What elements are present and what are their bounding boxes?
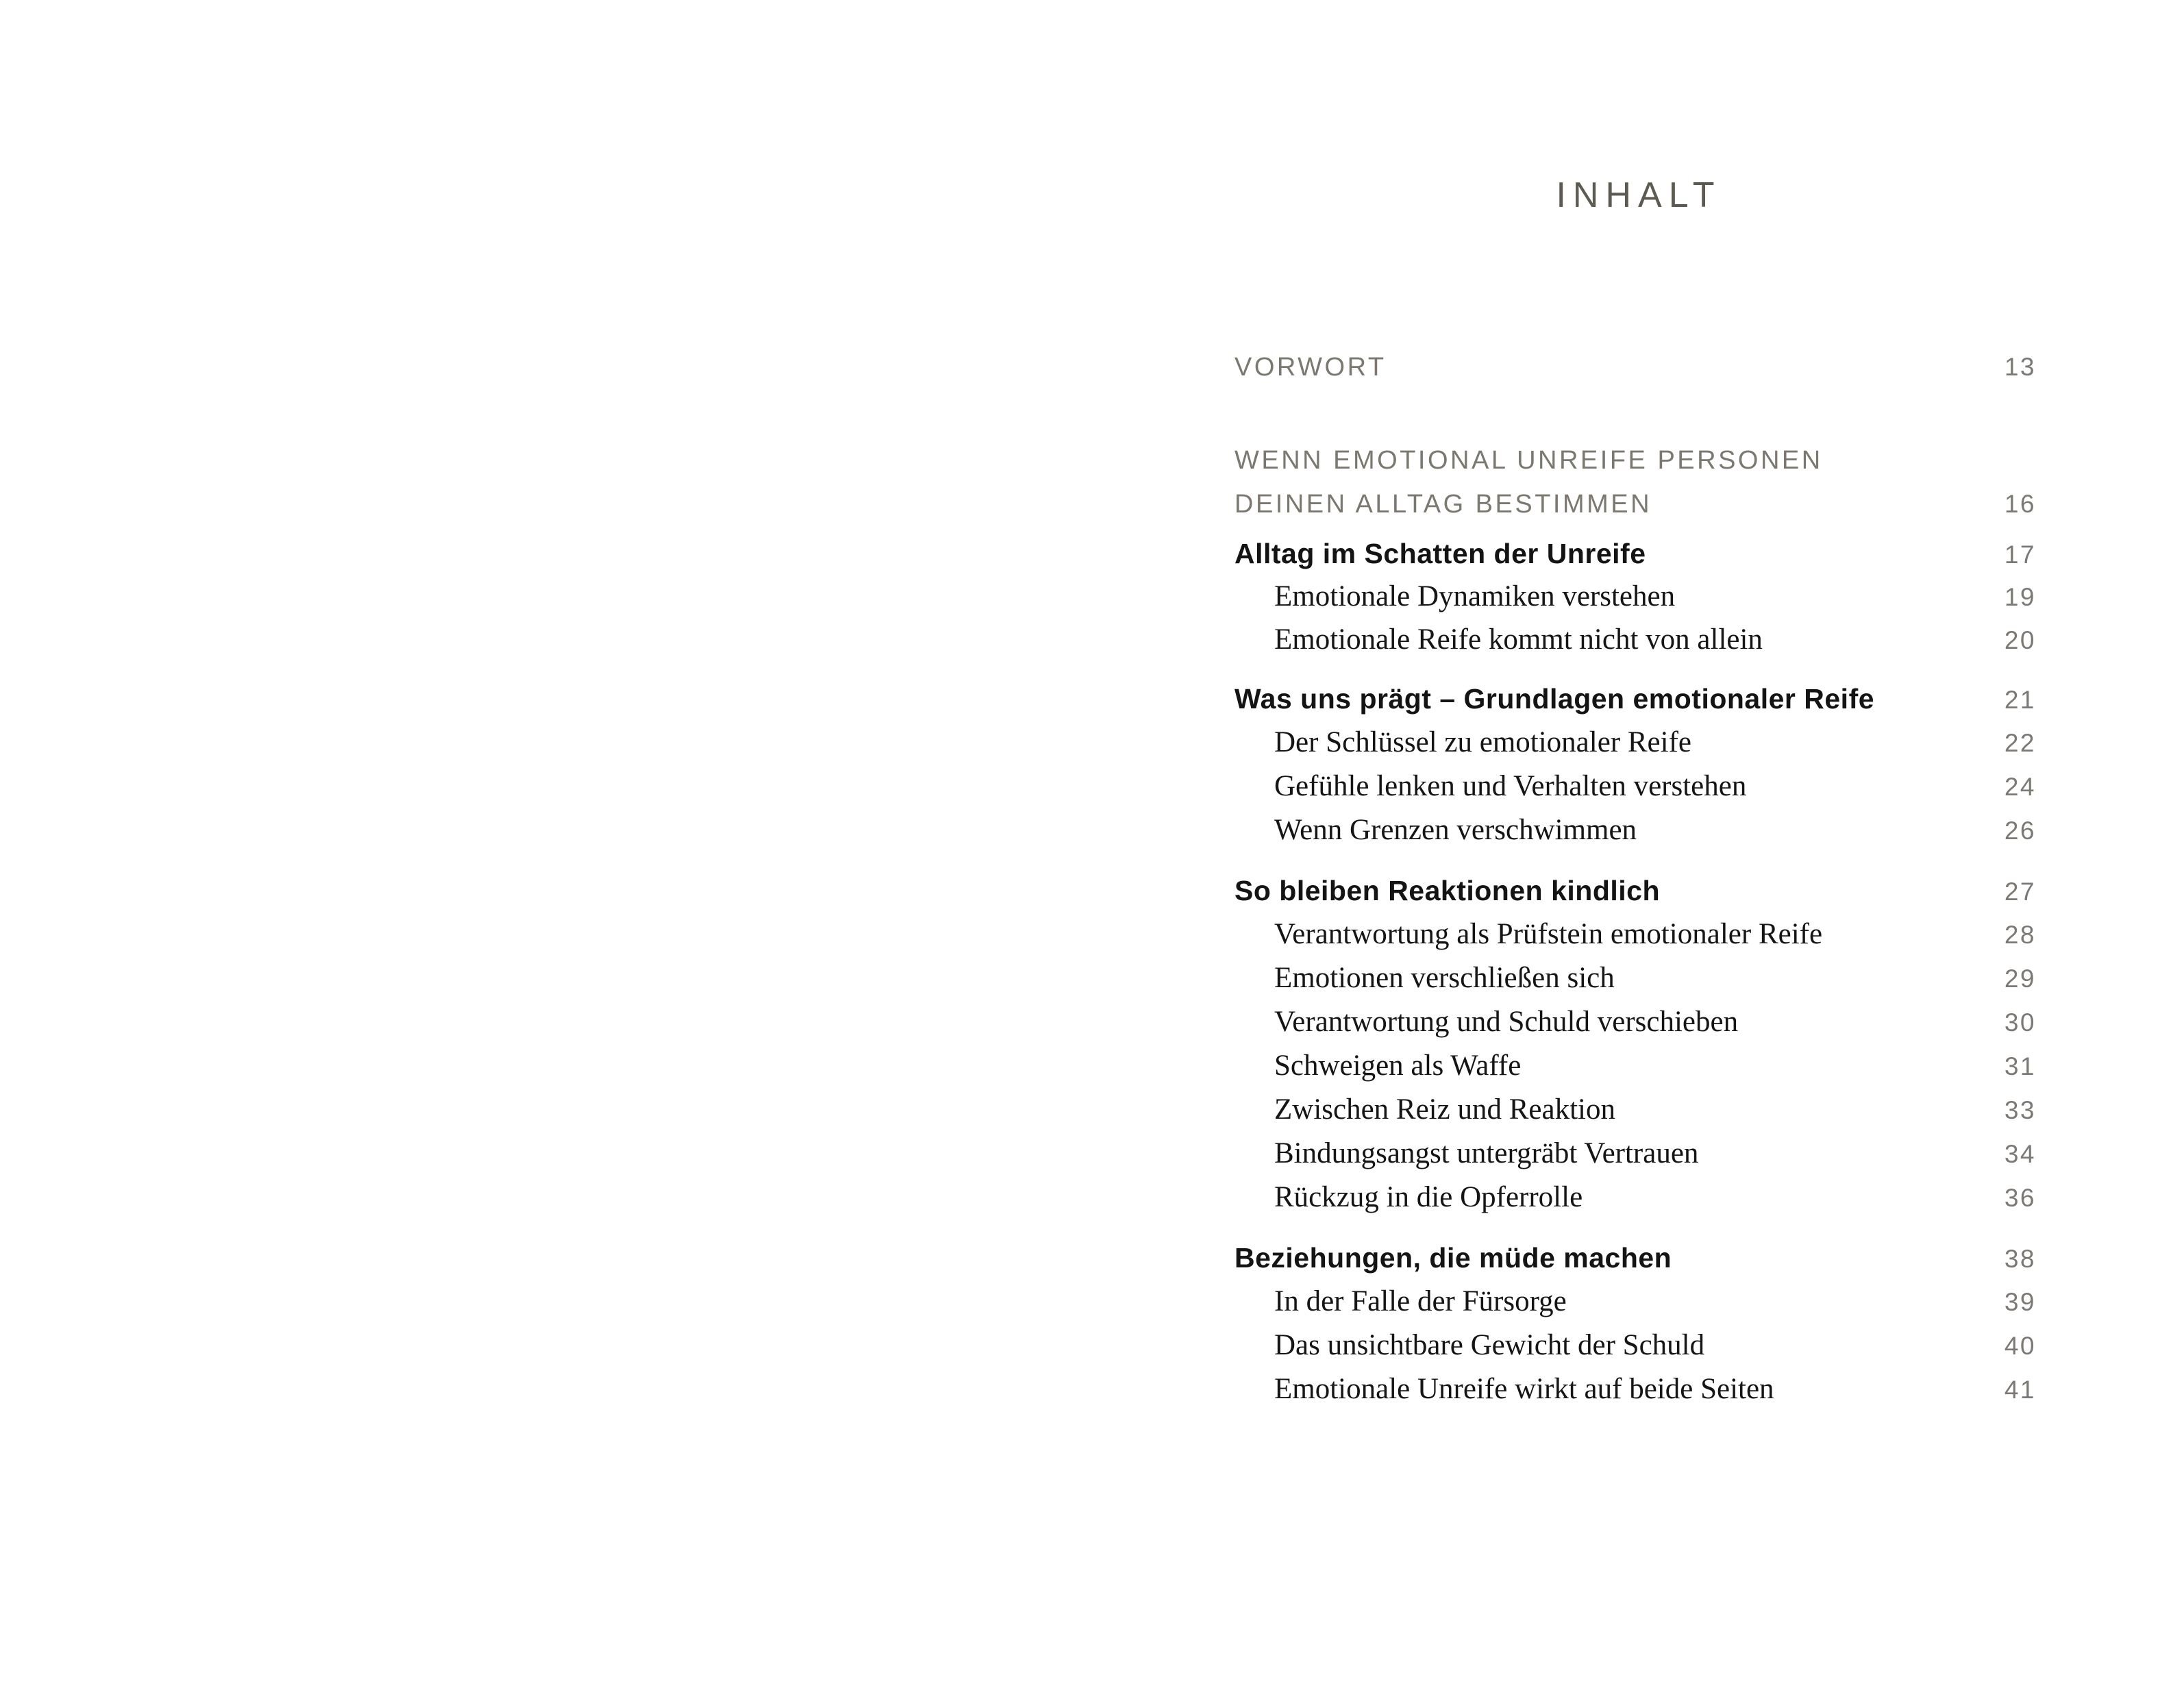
toc-sub-entry bbox=[1234, 1088, 2036, 1132]
toc-entry-label: WENN EMOTIONAL UNREIFE PERSONEN bbox=[1234, 446, 1823, 475]
toc-entry-page-number: 20 bbox=[2004, 626, 2036, 654]
toc-entry-page-number: 21 bbox=[2004, 686, 2036, 714]
toc-row-vorwort bbox=[1234, 345, 2036, 389]
toc-group-title bbox=[1234, 869, 2036, 913]
toc-section-heading-line1 bbox=[1234, 438, 2036, 482]
toc-entry-label: Schweigen als Waffe bbox=[1274, 1050, 1522, 1082]
toc-entry-page-number: 40 bbox=[2004, 1332, 2036, 1360]
toc-entry-page-number: 16 bbox=[2004, 490, 2036, 518]
toc-entry-label: Emotionale Reife kommt nicht von allein bbox=[1274, 623, 1763, 656]
toc-sub-entry bbox=[1234, 721, 2036, 765]
toc-entry-page-number: 26 bbox=[2004, 817, 2036, 845]
toc-sub-entry bbox=[1234, 1280, 2036, 1324]
toc-entry-label: Der Schlüssel zu emotionaler Reife bbox=[1274, 726, 1691, 758]
toc-sub-entry bbox=[1234, 1324, 2036, 1367]
toc-group-title bbox=[1234, 532, 2036, 575]
toc-group-title bbox=[1234, 677, 2036, 721]
toc-sub-entry bbox=[1234, 1367, 2036, 1411]
toc-entry-label: Emotionale Dynamiken verstehen bbox=[1274, 580, 1676, 612]
toc-entry-page-number: 29 bbox=[2004, 965, 2036, 993]
toc-sub-entry bbox=[1234, 1000, 2036, 1044]
toc-entry-label: Was uns prägt – Grundlagen emotionaler Reife bbox=[1234, 683, 1875, 715]
toc-entry-label: Alltag im Schatten der Unreife bbox=[1234, 538, 1646, 569]
toc-entry-label: Zwischen Reiz und Reaktion bbox=[1274, 1093, 1615, 1126]
toc-entry-page-number: 34 bbox=[2004, 1140, 2036, 1168]
toc-entry-label: DEINEN ALLTAG BESTIMMEN bbox=[1234, 490, 1652, 519]
toc-section-heading-line2 bbox=[1234, 482, 2036, 526]
toc-group-title bbox=[1234, 1236, 2036, 1280]
toc-sub-entry bbox=[1234, 913, 2036, 956]
toc-entry-page-number: 41 bbox=[2004, 1376, 2036, 1404]
toc-entry-page-number: 39 bbox=[2004, 1288, 2036, 1316]
toc-entry-page-number: 31 bbox=[2004, 1052, 2036, 1080]
toc-sub-entry bbox=[1234, 575, 2036, 619]
toc-entry-label: Das unsichtbare Gewicht der Schuld bbox=[1274, 1329, 1705, 1361]
toc-sub-entry bbox=[1234, 956, 2036, 1000]
toc-entry-page-number: 22 bbox=[2004, 729, 2036, 757]
toc-entry-page-number: 13 bbox=[2004, 353, 2036, 381]
toc-entry-page-number: 17 bbox=[2004, 541, 2036, 569]
toc-sub-entry bbox=[1234, 765, 2036, 808]
toc-entry-page-number: 19 bbox=[2004, 583, 2036, 611]
toc-entry-label: Emotionale Unreife wirkt auf beide Seiten bbox=[1274, 1373, 1774, 1405]
toc-sub-entry bbox=[1234, 808, 2036, 852]
toc-entry-label: Rückzug in die Opferrolle bbox=[1274, 1181, 1583, 1213]
toc-sub-entry bbox=[1234, 618, 2036, 662]
toc-entry-label: Emotionen verschließen sich bbox=[1274, 962, 1615, 994]
toc-entry-label: So bleiben Reaktionen kindlich bbox=[1234, 875, 1660, 906]
toc-entry-label: Gefühle lenken und Verhalten verstehen bbox=[1274, 770, 1747, 802]
toc-sub-entry bbox=[1234, 1132, 2036, 1176]
page-title: INHALT bbox=[1556, 175, 1722, 215]
toc-entry-label: In der Falle der Fürsorge bbox=[1274, 1285, 1567, 1317]
toc-entry-label: Bindungsangst untergräbt Vertrauen bbox=[1274, 1137, 1699, 1169]
toc-entry-page-number: 27 bbox=[2004, 878, 2036, 906]
toc-entry-label: VORWORT bbox=[1234, 353, 1387, 382]
toc-entry-label: Wenn Grenzen verschwimmen bbox=[1274, 814, 1637, 846]
toc-entry-label: Verantwortung und Schuld verschieben bbox=[1274, 1006, 1739, 1038]
toc-entry-page-number: 33 bbox=[2004, 1096, 2036, 1124]
toc-page bbox=[1234, 0, 2036, 1699]
toc-entry-page-number: 24 bbox=[2004, 773, 2036, 801]
toc-entry-label: Beziehungen, die müde machen bbox=[1234, 1242, 1672, 1274]
toc-entry-label: Verantwortung als Prüfstein emotionaler Reife bbox=[1274, 918, 1823, 950]
toc-entry-page-number: 38 bbox=[2004, 1245, 2036, 1273]
toc-sub-entry bbox=[1234, 1044, 2036, 1088]
toc-sub-entry bbox=[1234, 1176, 2036, 1219]
toc-entry-page-number: 36 bbox=[2004, 1184, 2036, 1212]
toc-entry-page-number: 30 bbox=[2004, 1008, 2036, 1037]
toc-entry-page-number: 28 bbox=[2004, 921, 2036, 949]
